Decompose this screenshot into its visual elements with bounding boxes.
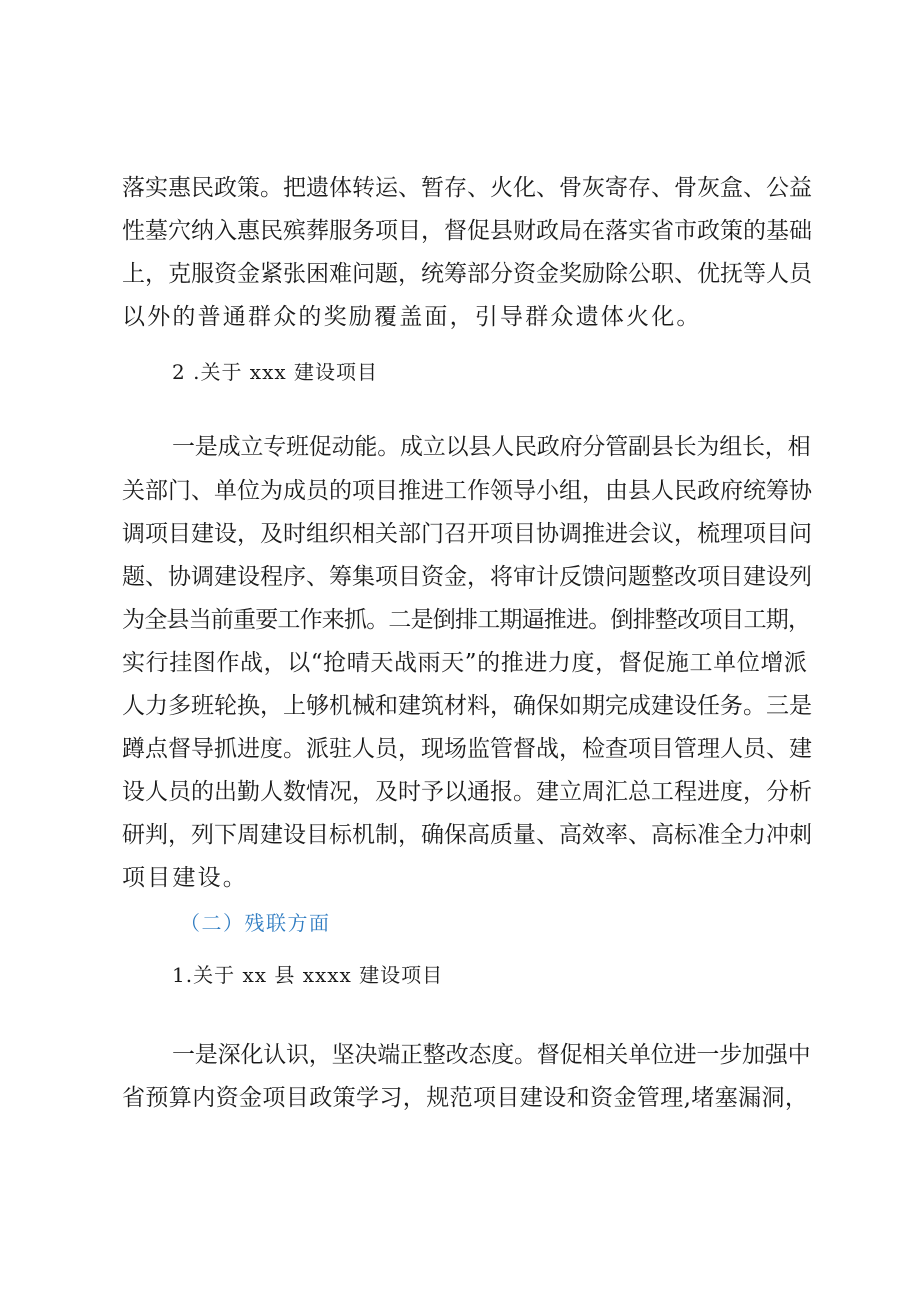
text-line: 以外的普通群众的奖励覆盖面，引导群众遗体火化。	[122, 304, 702, 330]
text-line: 项目建设。	[122, 865, 248, 891]
text-line: 蹲点督导抓进度。派驻人员，现场监管督战，检查项目管理人员、建	[122, 736, 812, 762]
text-line: 人力多班轮换，上够机械和建筑材料，确保如期完成建设任务。三是	[122, 693, 812, 719]
text-line: 题、协调建设程序、筹集项目资金，将审计反馈问题整改项目建设列	[122, 564, 812, 590]
text-line: 一是深化认识，坚决端正整改态度。督促相关单位进一步加强中	[172, 1042, 811, 1068]
text-line: 调项目建设，及时组织相关部门召开项目协调推进会议，梳理项目问	[122, 521, 812, 547]
text-line: 实行挂图作战，以“抢晴天战雨天”的推进力度，督促施工单位增派	[122, 650, 808, 676]
text-line: 性墓穴纳入惠民殡葬服务项目，督促县财政局在落实省市政策的基础	[122, 218, 812, 244]
text-line: 一是成立专班促动能。成立以县人民政府分管副县长为组长，相	[172, 434, 811, 460]
text-line: 为全县当前重要工作来抓。二是倒排工期逼推进。倒排整改项目工期，	[122, 607, 811, 633]
text-line: 设人员的出勤人数情况，及时予以通报。建立周汇总工程进度，分析	[122, 779, 812, 805]
subheading-xxx-project: 2 .关于 xxx 建设项目	[172, 360, 378, 384]
text-line: 省预算内资金项目政策学习，规范项目建设和资金管理,堵塞漏洞，	[122, 1085, 809, 1111]
text-line: 关部门、单位为成员的项目推进工作领导小组，由县人民政府统筹协	[122, 478, 812, 504]
section-heading-disabled-federation: （二）残联方面	[180, 911, 331, 935]
subheading-county-project: 1.关于 xx 县 xxxx 建设项目	[172, 963, 444, 987]
text-line: 落实惠民政策。把遗体转运、暂存、火化、骨灰寄存、骨灰盒、公益	[122, 175, 812, 201]
text-line: 研判，列下周建设目标机制，确保高质量、高效率、高标准全力冲刺	[122, 822, 812, 848]
text-line: 上，克服资金紧张困难问题，统筹部分资金奖励除公职、优抚等人员	[122, 261, 812, 287]
